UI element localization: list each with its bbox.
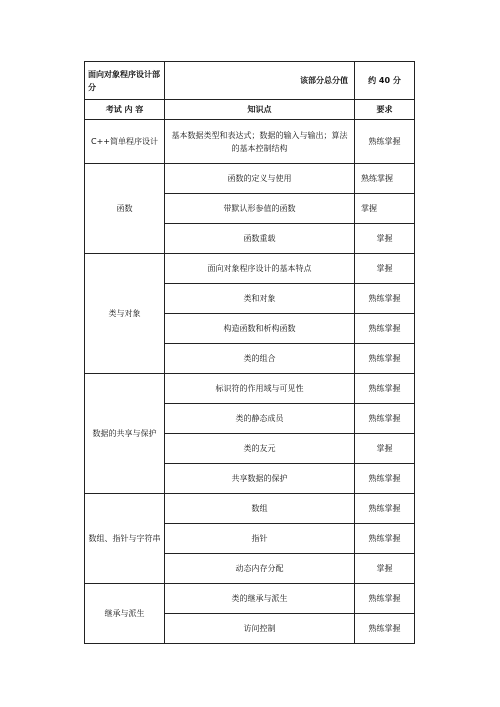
table-row — [85, 254, 415, 284]
knowledge-point-cell: 类的友元 — [165, 434, 355, 464]
topic-cell: 类与对象 — [85, 254, 165, 374]
requirement-cell: 熟练掌握 — [355, 344, 415, 374]
requirement-cell: 熟练掌握 — [355, 614, 415, 644]
topic-cell: 数据的共享与保护 — [85, 374, 165, 494]
column-header-row — [85, 100, 415, 120]
requirement-cell: 熟练掌握 — [355, 284, 415, 314]
knowledge-point-cell: 类和对象 — [165, 284, 355, 314]
requirement-cell: 熟练掌握 — [355, 464, 415, 494]
requirement-cell: 熟练掌握 — [355, 314, 415, 344]
requirement-cell: 熟练掌握 — [355, 524, 415, 554]
table-row — [85, 584, 415, 614]
requirement-cell: 掌握 — [355, 434, 415, 464]
table-row — [85, 164, 415, 194]
knowledge-point-cell: 共享数据的保护 — [165, 464, 355, 494]
knowledge-point-cell: 面向对象程序设计的基本特点 — [165, 254, 355, 284]
header-row — [85, 62, 415, 100]
topic-cell: 函数 — [85, 164, 165, 254]
requirement-cell: 掌握 — [355, 224, 415, 254]
table-row — [85, 374, 415, 404]
score-value: 约 40 分 — [355, 62, 415, 100]
topic-cell: 继承与派生 — [85, 584, 165, 644]
knowledge-point-cell: 带默认形参值的函数 — [165, 194, 355, 224]
topic-cell: 数组、指针与字符串 — [85, 494, 165, 584]
knowledge-point-cell: 函数的定义与使用 — [165, 164, 355, 194]
knowledge-point-cell: 标识符的作用域与可见性 — [165, 374, 355, 404]
knowledge-point-cell: 指针 — [165, 524, 355, 554]
section-title: 面向对象程序设计部分 — [85, 62, 165, 100]
knowledge-point-cell: 类的组合 — [165, 344, 355, 374]
knowledge-point-cell: 基本数据类型和表达式；数据的输入与输出；算法的基本控制结构 — [165, 120, 355, 164]
knowledge-point-cell: 构造函数和析构函数 — [165, 314, 355, 344]
requirement-cell: 熟练掌握 — [355, 374, 415, 404]
requirement-cell: 熟练掌握 — [355, 494, 415, 524]
requirement-cell: 熟练掌握 — [355, 164, 415, 194]
knowledge-point-cell: 访问控制 — [165, 614, 355, 644]
score-label: 该部分总分值 — [165, 62, 355, 100]
requirement-cell: 熟练掌握 — [355, 584, 415, 614]
syllabus-table — [84, 61, 415, 644]
requirement-cell: 熟练掌握 — [355, 404, 415, 434]
requirement-cell: 掌握 — [355, 254, 415, 284]
knowledge-point-cell: 数组 — [165, 494, 355, 524]
knowledge-point-cell: 类的静态成员 — [165, 404, 355, 434]
knowledge-point-cell: 函数重载 — [165, 224, 355, 254]
requirement-cell: 掌握 — [355, 194, 415, 224]
knowledge-point-cell: 动态内存分配 — [165, 554, 355, 584]
table-row — [85, 494, 415, 524]
topic-cell: C++简单程序设计 — [85, 120, 165, 164]
column-header-knowledge: 知识点 — [165, 100, 355, 120]
requirement-cell: 熟练掌握 — [355, 120, 415, 164]
column-header-requirement: 要求 — [355, 100, 415, 120]
knowledge-point-cell: 类的继承与派生 — [165, 584, 355, 614]
table-row — [85, 120, 415, 164]
requirement-cell: 掌握 — [355, 554, 415, 584]
column-header-topic: 考试 内 容 — [85, 100, 165, 120]
